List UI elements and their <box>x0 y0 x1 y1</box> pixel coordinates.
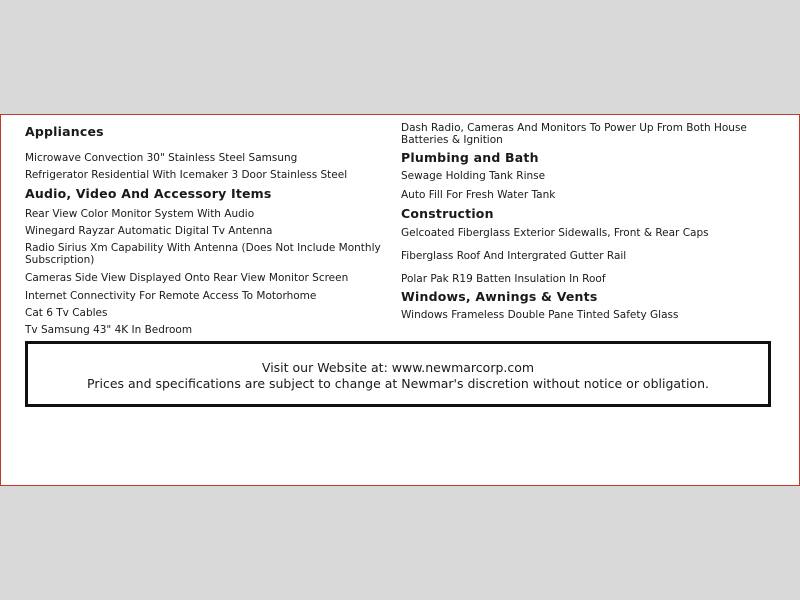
list-item: Fiberglass Roof And Intergrated Gutter Rail <box>401 250 627 262</box>
list-item: Polar Pak R19 Batten Insulation In Roof <box>401 273 606 285</box>
website-notice: Visit our Website at: www.newmarcorp.com <box>261 360 535 375</box>
list-item: Radio Sirius Xm Capability With Antenna (Does Not Include Monthly Subscription) <box>25 242 381 266</box>
list-item: Refrigerator Residential With Icemaker 3 Door Stainless Steel <box>25 169 348 181</box>
heading-appliances: Appliances <box>25 124 104 139</box>
list-item: Windows Frameless Double Pane Tinted Safety Glass <box>401 309 679 321</box>
list-item: Tv Samsung 43" 4K In Bedroom <box>25 324 193 336</box>
notice-box <box>25 341 771 407</box>
list-item: Microwave Convection 30" Stainless Steel Samsung <box>25 152 298 164</box>
list-item: Winegard Rayzar Automatic Digital Tv Antenna <box>25 225 273 237</box>
heading-construction: Construction <box>401 206 494 221</box>
heading-plumbing: Plumbing and Bath <box>401 150 539 165</box>
list-item: Sewage Holding Tank Rinse <box>401 170 546 182</box>
list-item: Cameras Side View Displayed Onto Rear View Monitor Screen <box>25 272 349 284</box>
list-item: Rear View Color Monitor System With Audio <box>25 208 255 220</box>
list-item: Cat 6 Tv Cables <box>25 307 108 319</box>
heading-audio-video: Audio, Video And Accessory Items <box>25 186 272 201</box>
disclaimer-text: Prices and specifications are subject to change at Newmar's discretion without notice or obligation. <box>87 376 709 391</box>
heading-windows: Windows, Awnings & Vents <box>401 289 598 304</box>
list-item: Gelcoated Fiberglass Exterior Sidewalls, Front & Rear Caps <box>401 227 709 239</box>
list-item: Dash Radio, Cameras And Monitors To Power Up From Both House Batteries & Ignition <box>401 122 747 146</box>
spec-sheet <box>0 114 800 486</box>
list-item: Internet Connectivity For Remote Access To Motorhome <box>25 290 317 302</box>
list-item: Auto Fill For Fresh Water Tank <box>401 189 556 201</box>
